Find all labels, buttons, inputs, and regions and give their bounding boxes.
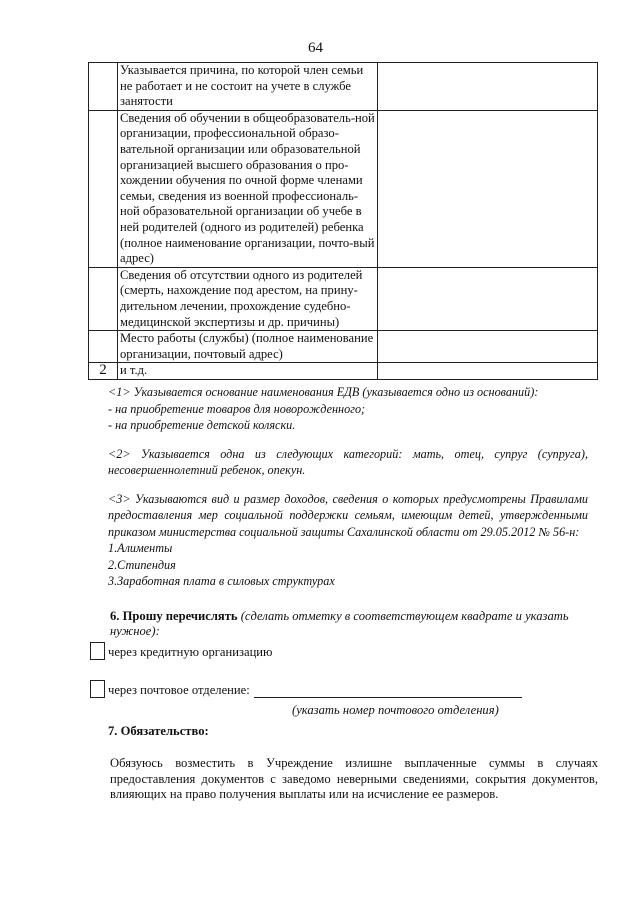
row-value[interactable] [378,63,598,111]
table-row [89,63,598,111]
row-number [89,63,118,111]
footnotes [108,384,588,590]
post-office-checkbox[interactable] [90,680,105,698]
income-type-item: 1.Алименты [108,541,173,555]
row-number [89,110,118,267]
section-6-hint: (сделать отметку в соответствующем квадрате и указать нужное): [110,609,569,638]
row-label: Место работы (службы) (полное наименование организации, почтовый адрес) [118,331,378,363]
row-label: Сведения об отсутствии одного из родителей (смерть, нахождение под арестом, на прину-дительном лечении, прохождение судебно-медицинской экспертизы и др. причины) [118,267,378,330]
table-row [89,363,598,380]
table-row [89,267,598,330]
income-type-item: 3.Заработная плата в силовых структурах [108,574,335,588]
row-label: Указывается причина, по которой член семьи не работает и не состоит на учете в службе занятости [118,63,378,111]
row-value[interactable] [378,331,598,363]
table-row [89,110,598,267]
section-7-title: 7. Обязательство: [108,724,209,738]
obligation-text: Обязуюсь возместить в Учреждение излишне выплаченные суммы в случаях предоставления документов с заведомо неверными сведениями, сокрытия документов, влияющих на право получения выплаты или на исчисление ее размеров. [110,756,598,801]
footnote-2: <2> Указывается одна из следующих категорий: мать, отец, супруг (супруга), несовершеннолетний ребенок, опекун. [108,446,588,477]
payment-method-section [88,609,598,639]
row-value[interactable] [378,110,598,267]
post-office-hint: (указать номер почтового отделения) [292,703,499,717]
option-post-office[interactable] [90,680,522,698]
footnote-3: <3> Указываются вид и размер доходов, сведения о которых предусмотрены Правилами предоставления мер социальной поддержки семьям, имеющим детей, утвержденными приказом министерства социальной защиты Сахалинской области от 29.05.2012 № 56-н: [108,491,588,539]
credit-org-label: через кредитную организацию [108,645,273,659]
row-number [89,331,118,363]
footnote-1-item: - на приобретение детской коляски. [108,418,296,432]
footnote-1: <1> Указывается основание наименования ЕДВ (указывается одно из оснований): [108,385,539,399]
row-number: 2 [89,363,118,380]
row-value[interactable] [378,363,598,380]
option-credit-organization[interactable] [90,642,272,660]
income-type-item: 2.Стипендия [108,557,176,572]
row-label: и т.д. [118,363,378,380]
post-office-label: через почтовое отделение: [108,683,250,697]
row-number [89,267,118,330]
obligation-text-block [88,756,598,803]
post-office-number-field[interactable] [254,685,522,698]
income-info-table [88,62,598,380]
section-6-title: 6. Прошу перечислять [110,609,238,623]
table-row [89,331,598,363]
row-label: Сведения об обучении в общеобразователь-ной организации, профессиональной образо-вательной организации или образовательной организацией высшего образования о про-хождении обучения по очной форме членами семьи, сведения из военной профессиональ-ной образовательной организации об учебе в ней родителей (одного из родителей) ребенка (полное наименование организации, почто-вый адрес) [118,110,378,267]
credit-org-checkbox[interactable] [90,642,105,660]
page-number: 64 [308,40,323,56]
footnote-1-item: - на приобретение товаров для новорожденного; [108,401,366,416]
row-value[interactable] [378,267,598,330]
